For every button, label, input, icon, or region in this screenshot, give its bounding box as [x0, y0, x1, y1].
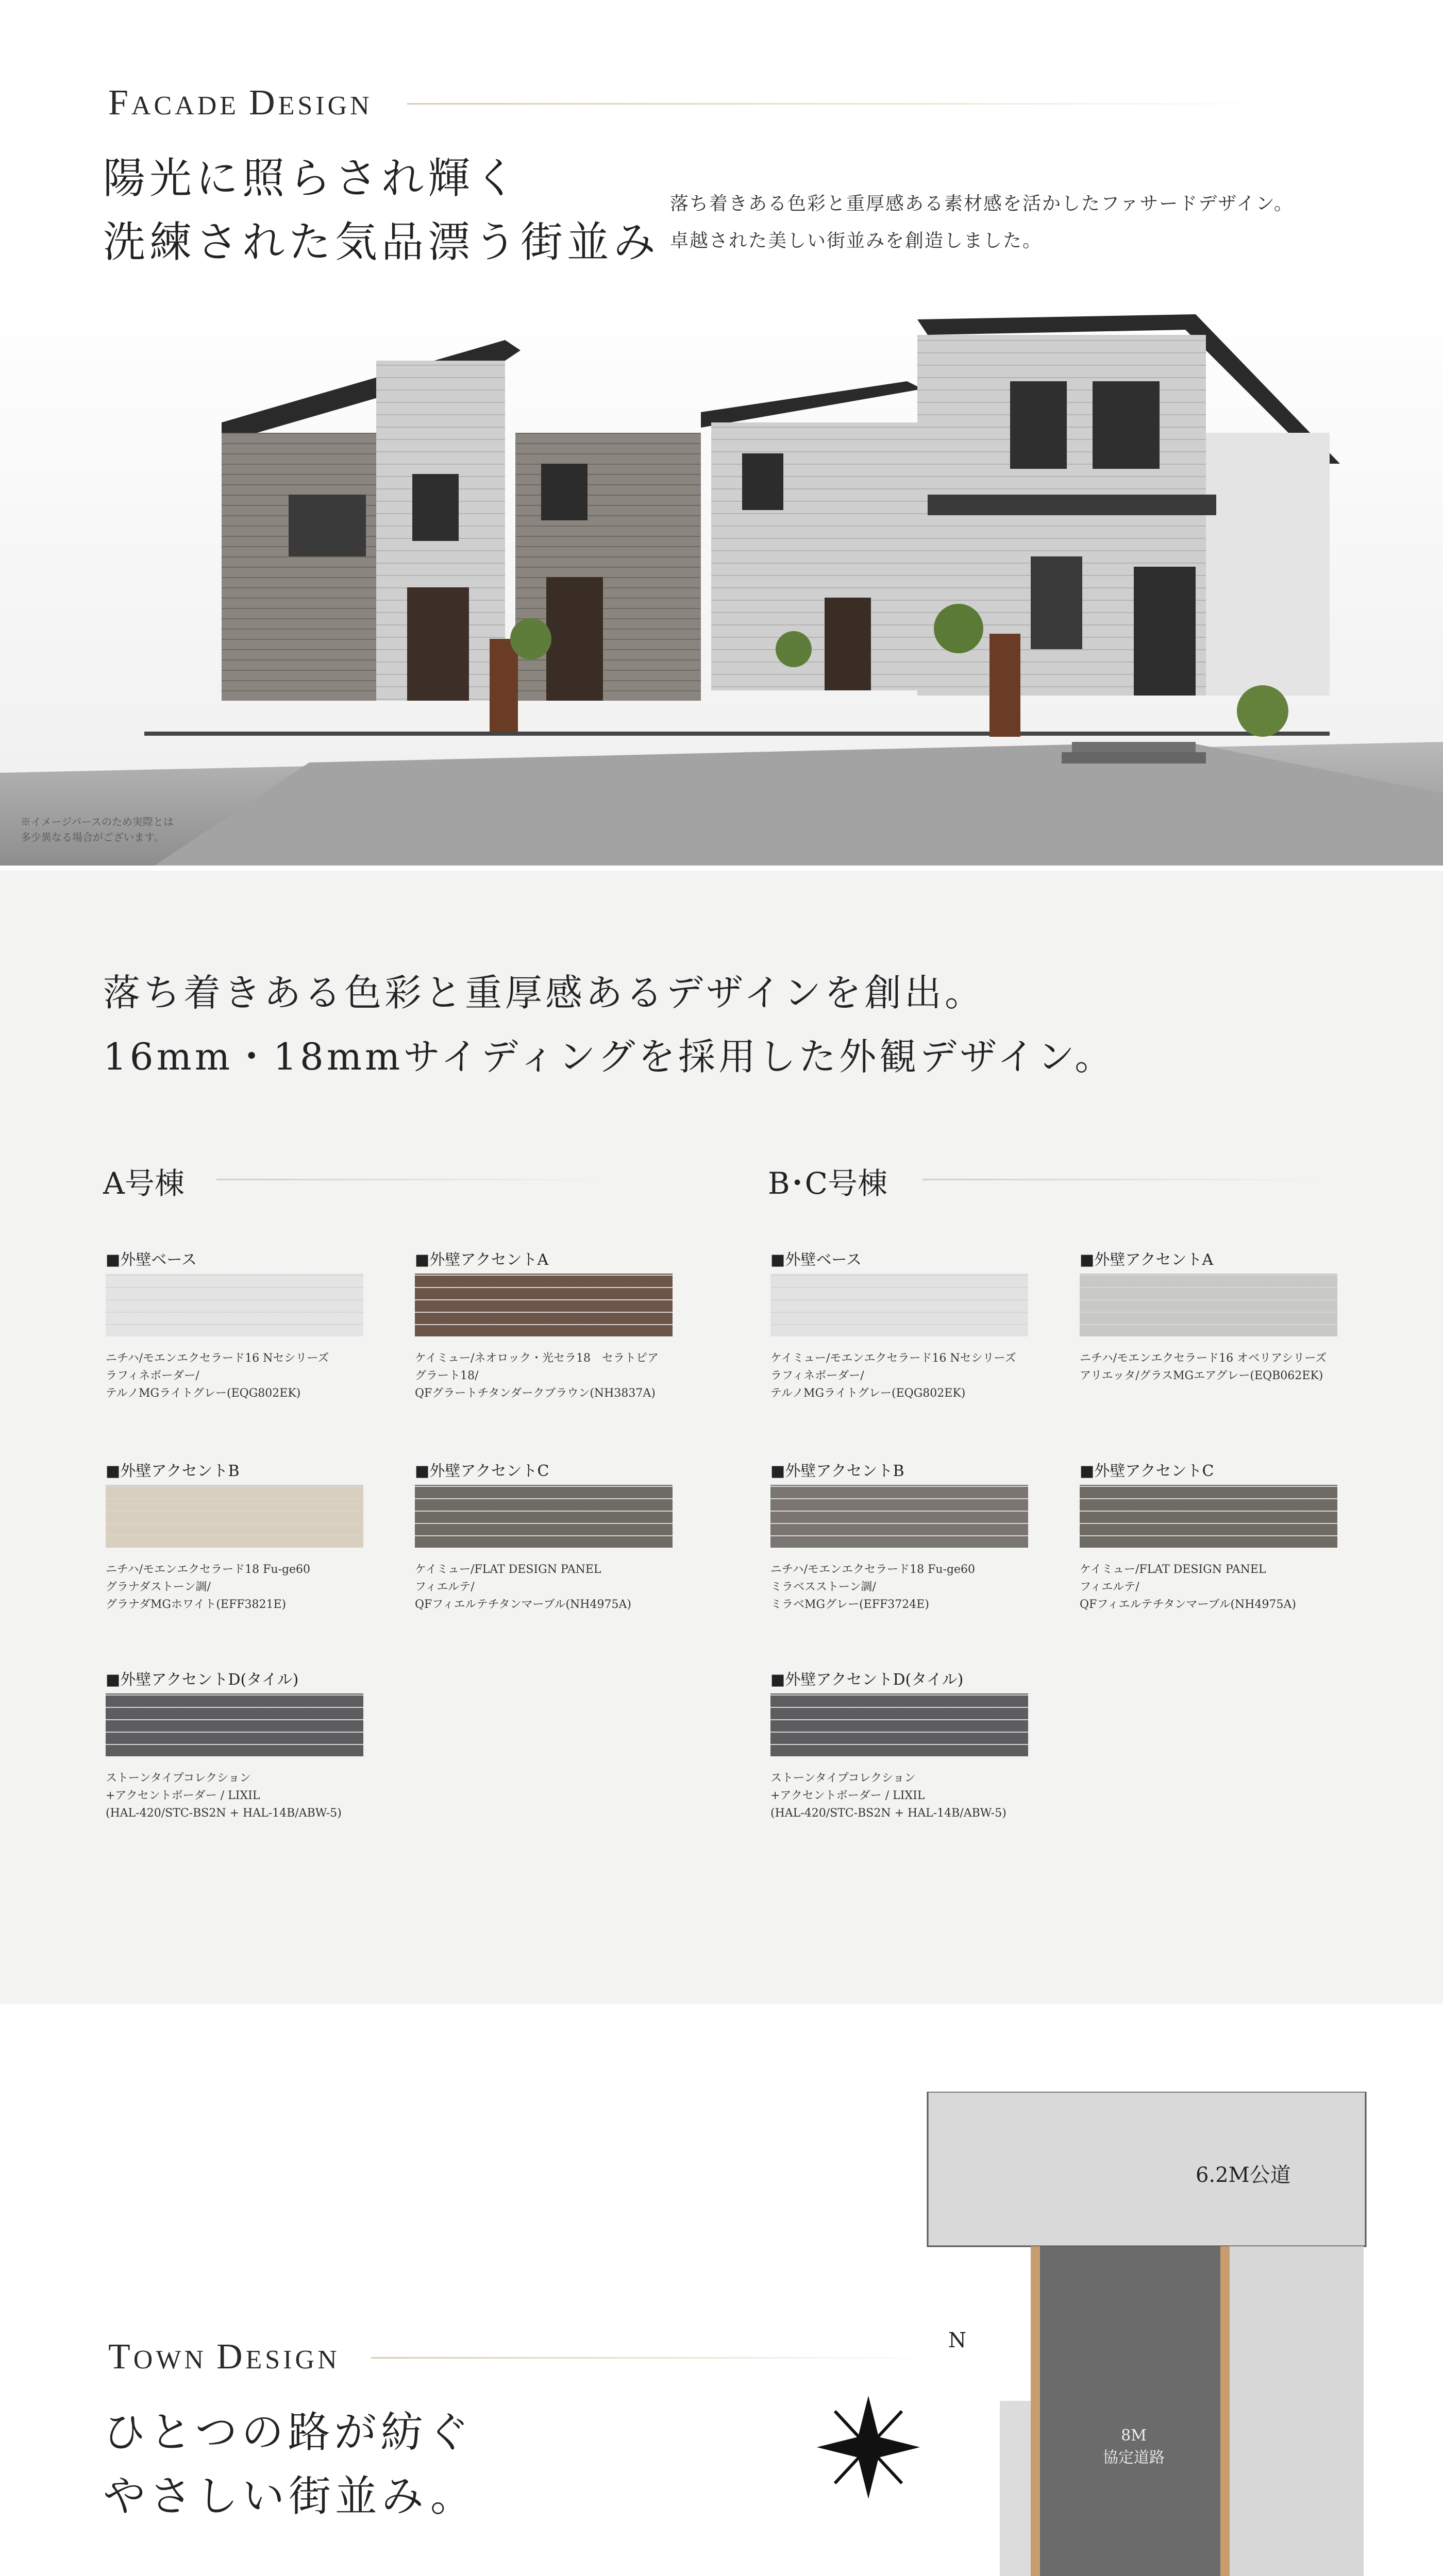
a-swatch-0 — [106, 1274, 363, 1336]
a-swatch-4 — [106, 1693, 363, 1756]
facade-hero-image — [0, 278, 1443, 866]
block-bc-title: B･C号棟 — [768, 1166, 888, 1201]
a-swatch-desc-3: ケイミュー/FLAT DESIGN PANEL フィエルテ/ QFフィエルテチタンマーブル(NH4975A) — [415, 1563, 631, 1611]
town-section-label: TOWN DESIGN — [108, 2337, 340, 2377]
materials-section — [0, 871, 1443, 2004]
a-swatch-1 — [415, 1274, 673, 1336]
bc-swatch-label-0: ■外壁ベース — [770, 1251, 862, 1269]
a-swatch-2 — [106, 1485, 363, 1548]
house-rendering-illustration — [0, 278, 1443, 866]
bc-swatch-desc-4: ストーンタイプコレクション +アクセントボーダー / LIXIL (HAL-420/STC-BS2N + HAL-14B/ABW-5) — [770, 1772, 1006, 1820]
a-swatch-desc-2: ニチハ/モエンエクセラード18 Fu-ge60 グラナダストーン調/ グラナダMGホワイト(EFF3821E) — [106, 1563, 311, 1611]
block-a-rule — [216, 1179, 608, 1180]
a-swatch-label-2: ■外壁アクセントB — [106, 1462, 240, 1480]
block-bc-rule — [922, 1179, 1324, 1180]
bc-swatch-2 — [770, 1485, 1028, 1548]
a-swatch-label-4: ■外壁アクセントD(タイル) — [106, 1671, 299, 1689]
bc-swatch-desc-1: ニチハ/モエンエクセラード16 オベリアシリーズ アリエッタ/グラスMGエアグレー(EQB062EK) — [1080, 1352, 1327, 1382]
facade-lead: 落ち着きある色彩と重厚感ある素材感を活かしたファサードデザイン。 卓越された美しい街並みを創造しました。 — [670, 193, 1294, 251]
a-swatch-label-1: ■外壁アクセントA — [415, 1251, 549, 1269]
a-swatch-desc-1: ケイミュー/ネオロック・光セラ18 セラトピア グラート18/ QFグラートチタンダークブラウン(NH3837A) — [415, 1352, 659, 1400]
bc-swatch-3 — [1080, 1485, 1337, 1548]
town-description — [103, 2568, 629, 2576]
image-note: ※イメージパースのため実際とは 多少異なる場合がございます。 — [21, 816, 174, 843]
facade-heading: 陽光に照らされ輝く 洗練された気品漂う街並み — [103, 154, 660, 267]
a-swatch-desc-0: ニチハ/モエンエクセラード16 Nセシリーズ ラフィネボーダー/ テルノMGライトグレー(EQG802EK) — [106, 1352, 329, 1400]
block-a-title: A号棟 — [103, 1166, 184, 1201]
bc-swatch-0 — [770, 1274, 1028, 1336]
site-plan-drawing — [773, 2092, 1443, 2576]
public-road-label: 6.2M公道 — [1196, 2163, 1291, 2187]
town-heading: ひとつの路が紡ぐ やさしい街並み。 — [103, 2408, 477, 2521]
agreement-road-label: 8M 協定道路 — [1103, 2427, 1165, 2467]
bc-swatch-desc-2: ニチハ/モエンエクセラード18 Fu-ge60 ミラベスストーン調/ ミラベMGグレー(EFF3724E) — [770, 1563, 976, 1611]
a-swatch-label-0: ■外壁ベース — [106, 1251, 197, 1269]
a-swatch-desc-4: ストーンタイプコレクション +アクセントボーダー / LIXIL (HAL-420/STC-BS2N + HAL-14B/ABW-5) — [106, 1772, 342, 1820]
bc-swatch-4 — [770, 1693, 1028, 1756]
bc-swatch-desc-0: ケイミュー/モエンエクセラード16 Nセシリーズ ラフィネボーダー/ テルノMGライトグレー(EQG802EK) — [770, 1352, 1016, 1400]
facade-label-rule — [407, 103, 1283, 105]
site-plan-map — [773, 2092, 1443, 2576]
bc-swatch-desc-3: ケイミュー/FLAT DESIGN PANEL フィエルテ/ QFフィエルテチタンマーブル(NH4975A) — [1080, 1563, 1296, 1611]
bc-swatch-1 — [1080, 1274, 1337, 1336]
bc-swatch-label-3: ■外壁アクセントC — [1080, 1462, 1214, 1480]
a-swatch-label-3: ■外壁アクセントC — [415, 1462, 549, 1480]
bc-swatch-label-1: ■外壁アクセントA — [1080, 1251, 1214, 1269]
a-swatch-3 — [415, 1485, 673, 1548]
materials-heading: 落ち着きある色彩と重厚感あるデザインを創出。 16mm・18mmサイディングを採用した外観デザイン。 — [103, 971, 1115, 1078]
bc-swatch-label-4: ■外壁アクセントD(タイル) — [770, 1671, 964, 1689]
bc-swatch-label-2: ■外壁アクセントB — [770, 1462, 904, 1480]
facade-section-label: FACADE DESIGN — [108, 83, 373, 123]
north-indicator: N — [948, 2329, 966, 2352]
